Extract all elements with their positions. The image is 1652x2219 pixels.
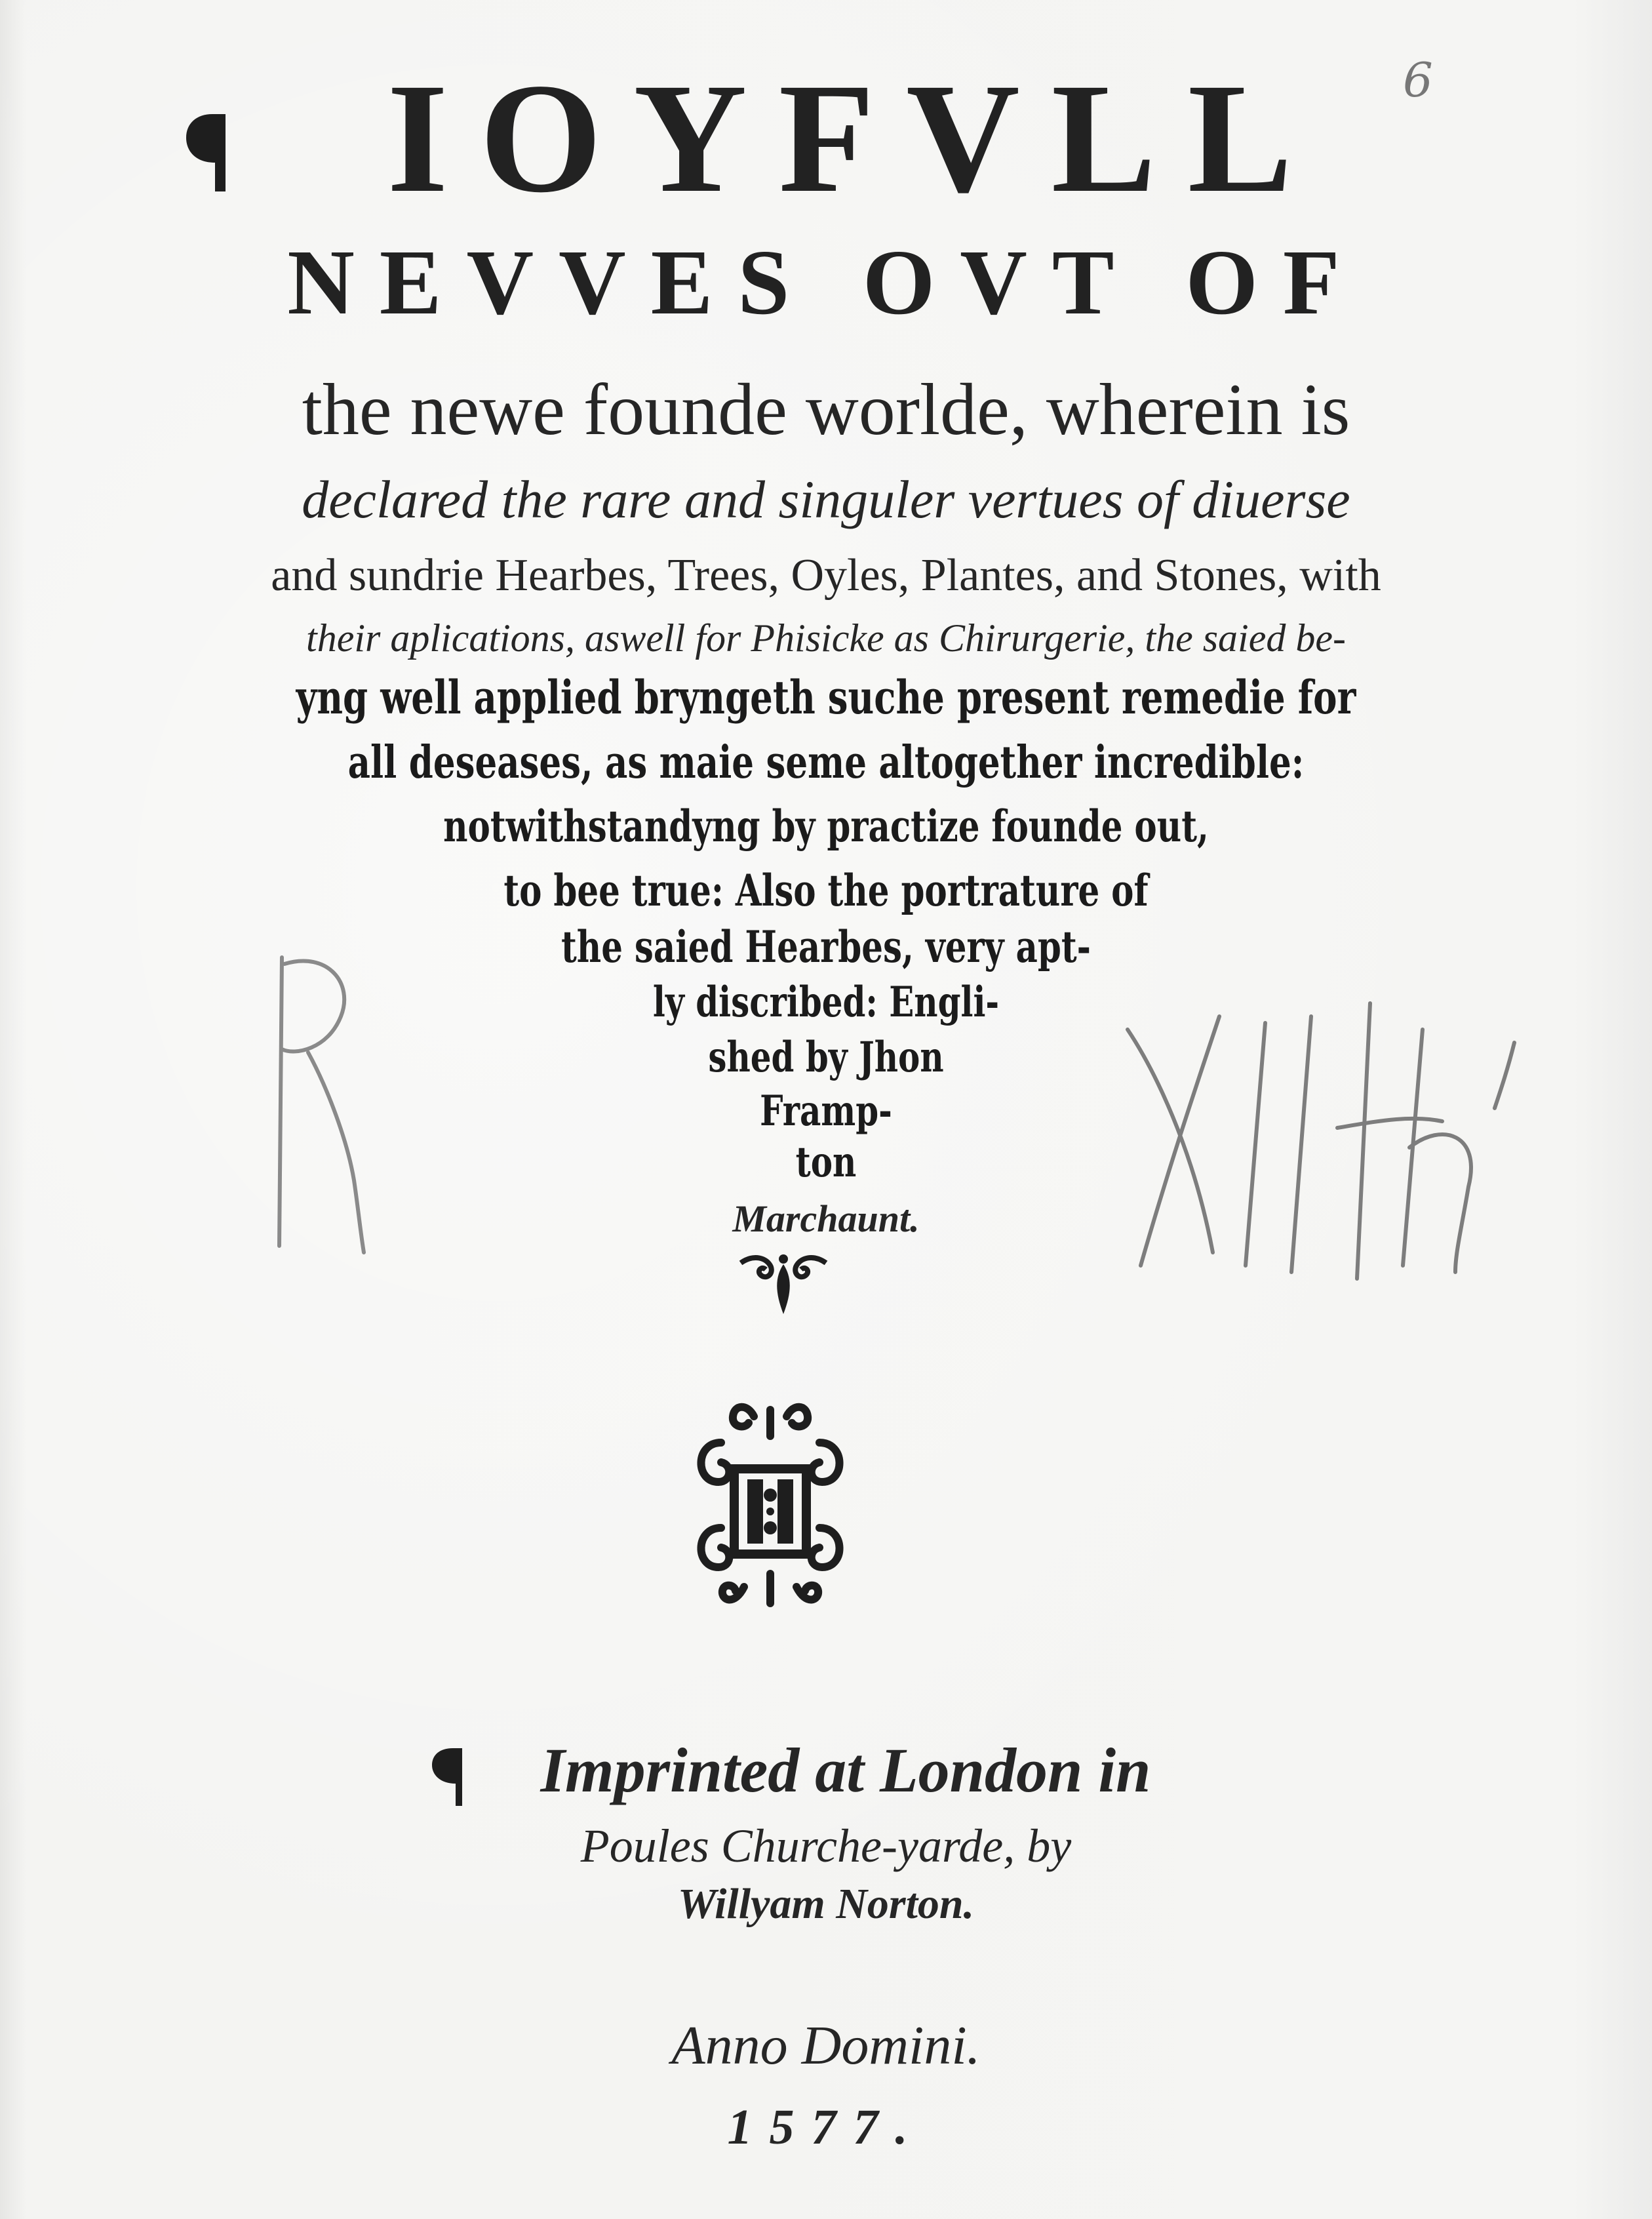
title-line-14: Framp- (760, 1087, 892, 1136)
title-line-11: the saied Hearbes, very apt- (560, 921, 1092, 972)
title-line-5: and sundrie Hearbes, Trees, Oyles, Plantes, and Stones, with (271, 550, 1381, 601)
fleuron-icon (734, 1251, 833, 1317)
title-line-10: to bee true: Also the portrature of (503, 865, 1149, 916)
year: 1577. (727, 2100, 925, 2155)
title-line-1: IOYFVLL (387, 50, 1324, 225)
title-line-8: all deseases, as maie seme altogether incredible: (347, 736, 1305, 789)
imprint-line-3: Willyam Norton. (677, 1880, 975, 1928)
title-line-16: Marchaunt. (732, 1197, 920, 1240)
title-line-7: yng well applied bryngeth suche present remedie for (296, 670, 1356, 725)
title-line-6: their aplications, aswell for Phisicke as Chirurgerie, the saied be- (306, 616, 1346, 660)
title-line-15: ton (795, 1138, 857, 1187)
title-line-4: declared the rare and singuler vertues of diuerse (302, 470, 1350, 529)
title-line-3: the newe founde worlde, wherein is (302, 369, 1350, 450)
title-line-2: NEVVES OVT OF (287, 230, 1365, 334)
anno-domini: Anno Domini. (671, 2015, 981, 2076)
title-line-9: notwithstandyng by practize founde out, (443, 801, 1209, 852)
imprint-line-2: Poules Churche-yarde, by (580, 1820, 1072, 1872)
title-line-13: shed by Jhon (708, 1033, 944, 1082)
title-line-12: ly discribed: Engli- (652, 978, 1000, 1027)
printers-device-icon (682, 1397, 859, 1613)
corner-number: 6 (1403, 52, 1433, 108)
imprint-line-1: Imprinted at London in (540, 1735, 1151, 1805)
